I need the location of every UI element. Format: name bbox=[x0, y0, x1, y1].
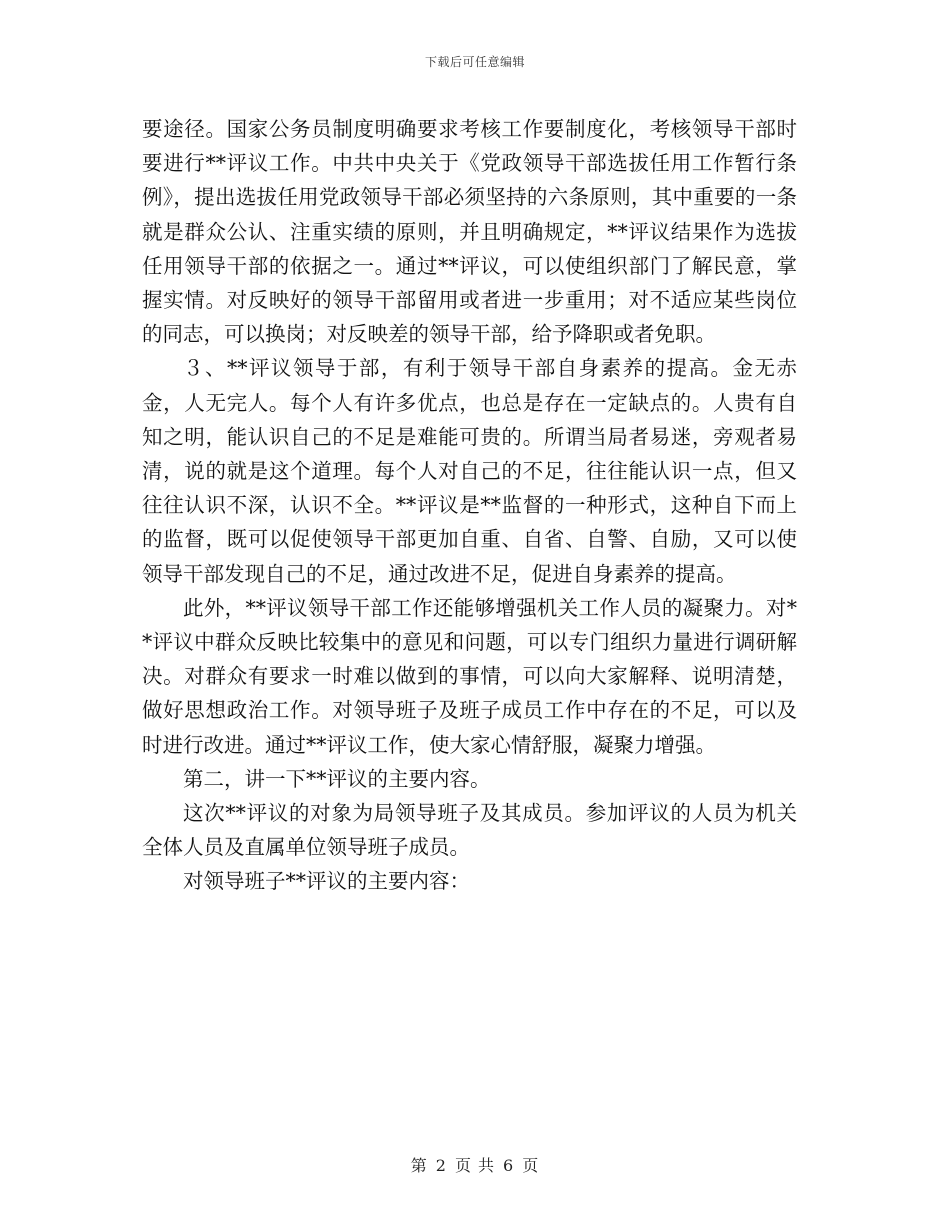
footer-total-pages: 6 bbox=[503, 1156, 515, 1175]
footer-middle: 页 共 bbox=[454, 1156, 496, 1175]
footer-suffix: 页 bbox=[522, 1156, 540, 1175]
document-body bbox=[142, 112, 797, 899]
paragraph-6: 对领导班子**评议的主要内容： bbox=[183, 869, 470, 894]
paragraph-2: ３、**评议领导于部，有利于领导干部自身素养的提高。金无赤金，人无完人。每个人有许多优点，也总是存在一定缺点的。人贵有自知之明，能认识自己的不足是难能可贵的。所谓当局者易迷，旁观者易清，说的就是这个道理。每个人对自己的不足，往往能认识一点，但又往往认识不深，认识不全。**评议是**监督的一种形式，这种自下而上的监督，既可以促使领导干部更加自重、自省、自警、自励，又可以使领导干部发现自己的不足，通过改进不足，促进自身素养的提高。 bbox=[142, 356, 797, 586]
paragraph-4: 第二，讲一下**评议的主要内容。 bbox=[183, 766, 491, 791]
page-header-note: 下载后可任意编辑 bbox=[424, 55, 525, 69]
page-footer bbox=[0, 1153, 950, 1176]
paragraph-3: 此外，**评议领导干部工作还能够增强机关工作人员的凝聚力。对**评议中群众反映比较集中的意见和问题，可以专门组织力量进行调研解决。对群众有要求一时难以做到的事情，可以向大家解释、说明清楚，做好思想政治工作。对领导班子及班子成员工作中存在的不足，可以及时进行改进。通过**评议工作，使大家心情舒服，凝聚力增强。 bbox=[142, 595, 797, 757]
footer-current-page: 2 bbox=[435, 1156, 447, 1175]
paragraph-1: 要途径。国家公务员制度明确要求考核工作要制度化，考核领导干部时要进行**评议工作。中共中央关于《党政领导干部选拔任用工作暂行条例》，提出选拔任用党政领导干部必须坚持的六条原则，其中重要的一条就是群众公认、注重实绩的原则，并且明确规定，**评议结果作为选拔任用领导干部的依据之一。通过**评议，可以使组织部门了解民意，掌握实情。对反映好的领导干部留用或者进一步重用；对不适应某些岗位的同志，可以换岗；对反映差的领导干部，给予降职或者免职。 bbox=[142, 117, 797, 347]
paragraph-5: 这次**评议的对象为局领导班子及其成员。参加评议的人员为机关全体人员及直属单位领导班子成员。 bbox=[142, 801, 797, 860]
footer-prefix: 第 bbox=[410, 1156, 428, 1175]
